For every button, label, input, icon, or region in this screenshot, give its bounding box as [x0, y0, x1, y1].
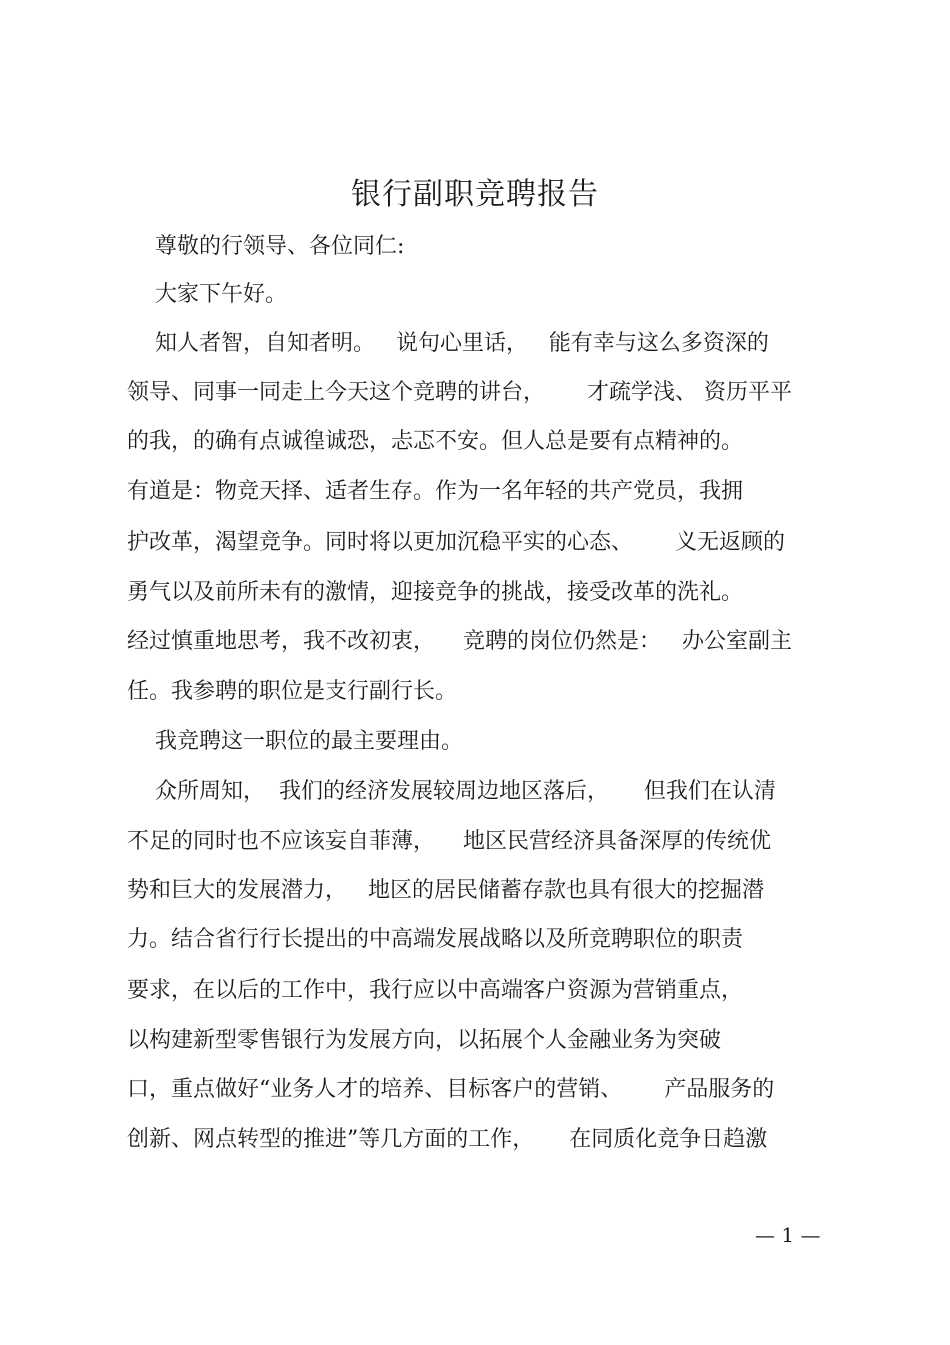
body-line: 有道是：物竞天择、适者生存。作为一名年轻的共产党员，我拥 — [127, 479, 744, 504]
body-line: 护改革，渴望竞争。同时将以更加沉稳平实的心态、 义无返顾的 — [127, 530, 785, 555]
body-line: 众所周知， 我们的经济发展较周边地区落后， 但我们在认清 — [127, 779, 776, 804]
document-title: 银行副职竞聘报告 — [351, 177, 599, 212]
body-line: 领导、同事一同走上今天这个竞聘的讲台， 才疏学浅、 资历平平 — [127, 380, 792, 405]
body-line: 尊敬的行领导、各位同仁: — [127, 234, 405, 259]
body-line: 任。我参聘的职位是支行副行长。 — [127, 679, 458, 704]
page-number: — 1 — — [755, 1223, 821, 1247]
body-line: 以构建新型零售银行为发展方向，以拓展个人金融业务为突破 — [127, 1028, 722, 1053]
body-line: 要求，在以后的工作中，我行应以中高端客户资源为营销重点， — [127, 978, 744, 1003]
body-line: 勇气以及前所未有的激情，迎接竞争的挑战，接受改革的洗礼。 — [127, 580, 744, 605]
body-line: 的我，的确有点诚徨诚恐，忐忑不安。但人总是要有点精神的。 — [127, 429, 744, 454]
body-line: 力。结合省行行长提出的中高端发展战略以及所竞聘职位的职责 — [127, 927, 744, 952]
body-line: 创新、网点转型的推进”等几方面的工作， 在同质化竞争日趋激 — [127, 1127, 768, 1152]
body-line: 口，重点做好“业务人才的培养、目标客户的营销、 产品服务的 — [127, 1077, 775, 1102]
body-line: 我竞聘这一职位的最主要理由。 — [127, 729, 463, 754]
body-line: 势和巨大的发展潜力， 地区的居民储蓄存款也具有很大的挖掘潜 — [127, 878, 764, 903]
body-line: 不足的同时也不应该妄自菲薄， 地区民营经济具备深厚的传统优 — [127, 829, 771, 854]
body-line: 大家下午好。 — [127, 282, 287, 307]
body-line: 经过慎重地思考，我不改初衷， 竞聘的岗位仍然是： 办公室副主 — [127, 629, 792, 654]
body-line: 知人者智，自知者明。 说句心里话， 能有幸与这么多资深的 — [127, 331, 769, 356]
